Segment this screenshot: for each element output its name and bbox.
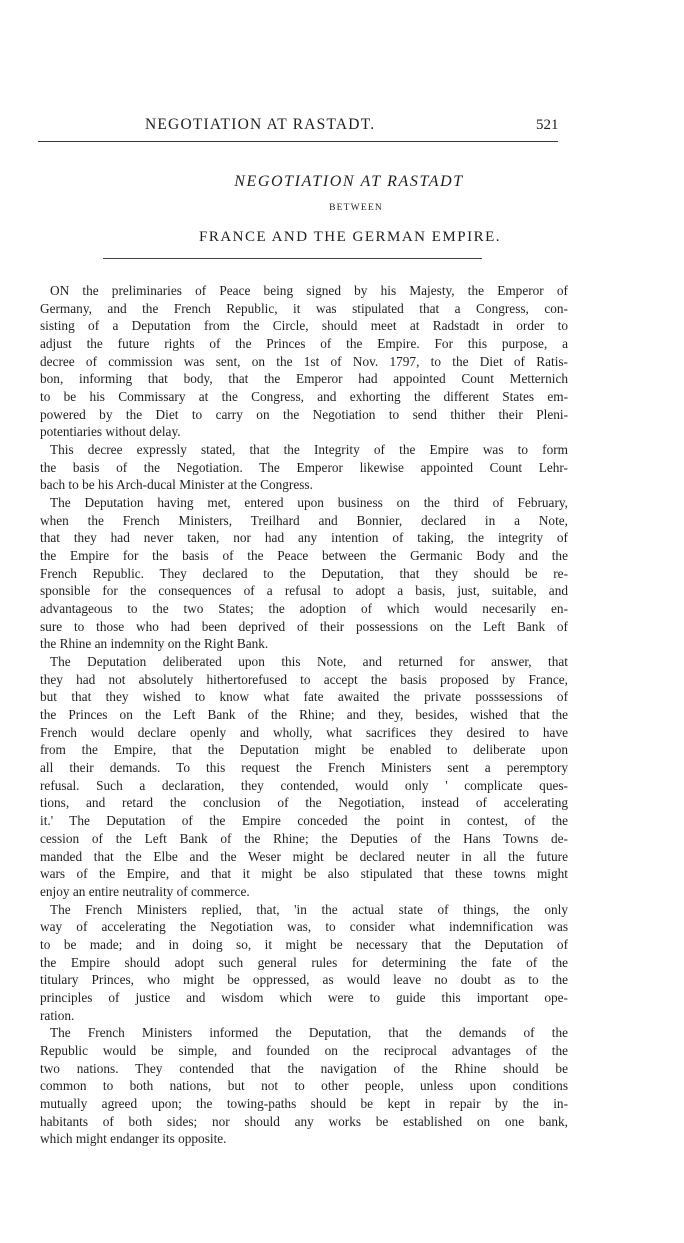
article-title: NEGOTIATION AT RASTADT	[234, 173, 464, 190]
text-line: adjust the future rights of the Princes of the Empire. For this purpose, a	[40, 336, 568, 352]
text-line: sponsible for the consequences of a refusal to adopt a basis, just, suitable, and	[40, 583, 568, 599]
article-between: BETWEEN	[329, 203, 383, 213]
text-line: Republic would be simple, and founded on the reciprocal advantages of the	[40, 1042, 568, 1058]
text-line: common to both nations, but not to other people, unless upon conditions	[40, 1078, 568, 1094]
text-line: manded that the Elbe and the Weser might be declared neuter in all the future	[40, 848, 568, 864]
text-line: advantageous to the two States; the adoption of which would necesarily en-	[40, 601, 568, 617]
text-line: titulary Princes, who might be oppressed, as would leave no doubt as to the	[40, 972, 568, 988]
text-line: The Deputation having met, entered upon business on the third of February,	[50, 495, 568, 511]
text-line: tions, and retard the conclusion of the Negotiation, instead of accelerating	[40, 795, 568, 811]
text-line: principles of justice and wisdom which were to guide this important ope-	[40, 989, 568, 1005]
text-line: sisting of a Deputation from the Circle, should meet at Radstadt in order to	[40, 318, 568, 334]
text-line: it.' The Deputation of the Empire conceded the point in contest, of the	[40, 813, 568, 829]
text-line: refusal. Such a declaration, they contended, would only ' complicate ques-	[40, 777, 568, 793]
text-line: ON the preliminaries of Peace being signed by his Majesty, the Emperor of	[50, 283, 568, 298]
text-line: to be made; and in doing so, it might be necessary that the Deputation of	[40, 936, 568, 952]
text-line: wars of the Empire, and that it might be also stipulated that these towns might	[40, 866, 568, 882]
text-line: when the French Ministers, Treilhard and Bonnier, declared in a Note,	[40, 512, 568, 528]
text-line: the Princes on the Left Bank of the Rhine; and they, besides, wished that the	[40, 707, 568, 723]
text-line: ration.	[40, 1007, 75, 1023]
text-line: they had not absolutely hithertorefused to accept the basis proposed by France,	[40, 671, 568, 687]
text-line: bach to be his Arch-ducal Minister at the Congress.	[40, 477, 313, 493]
text-line: that they had never taken, nor had any intention of taking, the integrity of	[40, 530, 568, 546]
text-line: bon, informing that body, that the Emperor had appointed Count Metternich	[40, 371, 568, 387]
text-line: mutually agreed upon; the towing-paths should be kept in repair by the in-	[40, 1095, 568, 1111]
text-line: all their demands. To this request the French Ministers sent a peremptory	[40, 760, 568, 776]
text-line: French Republic. They declared to the Deputation, that they should be re-	[40, 565, 568, 581]
text-line: the Empire for the basis of the Peace between the Germanic Body and the	[40, 548, 568, 564]
text-line: The Deputation deliberated upon this Note, and returned for answer, that	[50, 654, 568, 670]
text-line: decree of commission was sent, on the 1st of Nov. 1797, to the Diet of Ratis-	[40, 353, 568, 369]
page-number: 521	[536, 117, 559, 133]
text-line: sure to those who had been deprived of their possessions on the Left Bank of	[40, 618, 568, 634]
text-line: the Rhine an indemnity on the Right Bank.	[40, 636, 269, 652]
running-head-rule	[38, 141, 558, 142]
text-line: powered by the Diet to carry on the Negotiation to send thither their Pleni-	[40, 406, 568, 422]
text-line: potentiaries without delay.	[40, 424, 181, 440]
text-line: the Empire should adopt such general rules for determining the fate of the	[40, 954, 568, 970]
text-line: which might endanger its opposite.	[40, 1131, 227, 1147]
title-rule	[103, 258, 482, 259]
text-line: Germany, and the French Republic, it was stipulated that a Congress, con-	[40, 300, 568, 316]
text-line: two nations. They contended that the navigation of the Rhine should be	[40, 1060, 568, 1076]
running-head-title: NEGOTIATION AT RASTADT.	[145, 116, 376, 133]
text-line: This decree expressly stated, that the Integrity of the Empire was to form	[50, 442, 568, 458]
text-line: cession of the Left Bank of the Rhine; the Deputies of the Hans Towns de-	[40, 830, 568, 846]
text-line: from the Empire, that the Deputation might be enabled to deliberate upon	[40, 742, 568, 758]
running-head	[0, 116, 684, 138]
text-line: way of accelerating the Negotiation was, to consider what indemnification was	[40, 919, 568, 935]
article-subtitle: FRANCE AND THE GERMAN EMPIRE.	[199, 229, 501, 245]
text-line: the basis of the Negotiation. The Emperor likewise appointed Count Lehr-	[40, 459, 568, 475]
text-line: habitants of both sides; nor should any works be established on one bank,	[40, 1113, 568, 1129]
text-line: The French Ministers replied, that, 'in the actual state of things, the only	[50, 901, 568, 917]
text-line: The French Ministers informed the Deputation, that the demands of the	[50, 1025, 568, 1041]
text-line: enjoy an entire neutrality of commerce.	[40, 883, 250, 899]
text-line: to be his Commissary at the Congress, and exhorting the different States em-	[40, 389, 568, 405]
article-body	[40, 282, 568, 1148]
text-line: French would declare openly and wholly, what sacrifices they desired to have	[40, 724, 568, 740]
text-line: but that they wished to know what fate awaited the private posssessions of	[40, 689, 568, 705]
